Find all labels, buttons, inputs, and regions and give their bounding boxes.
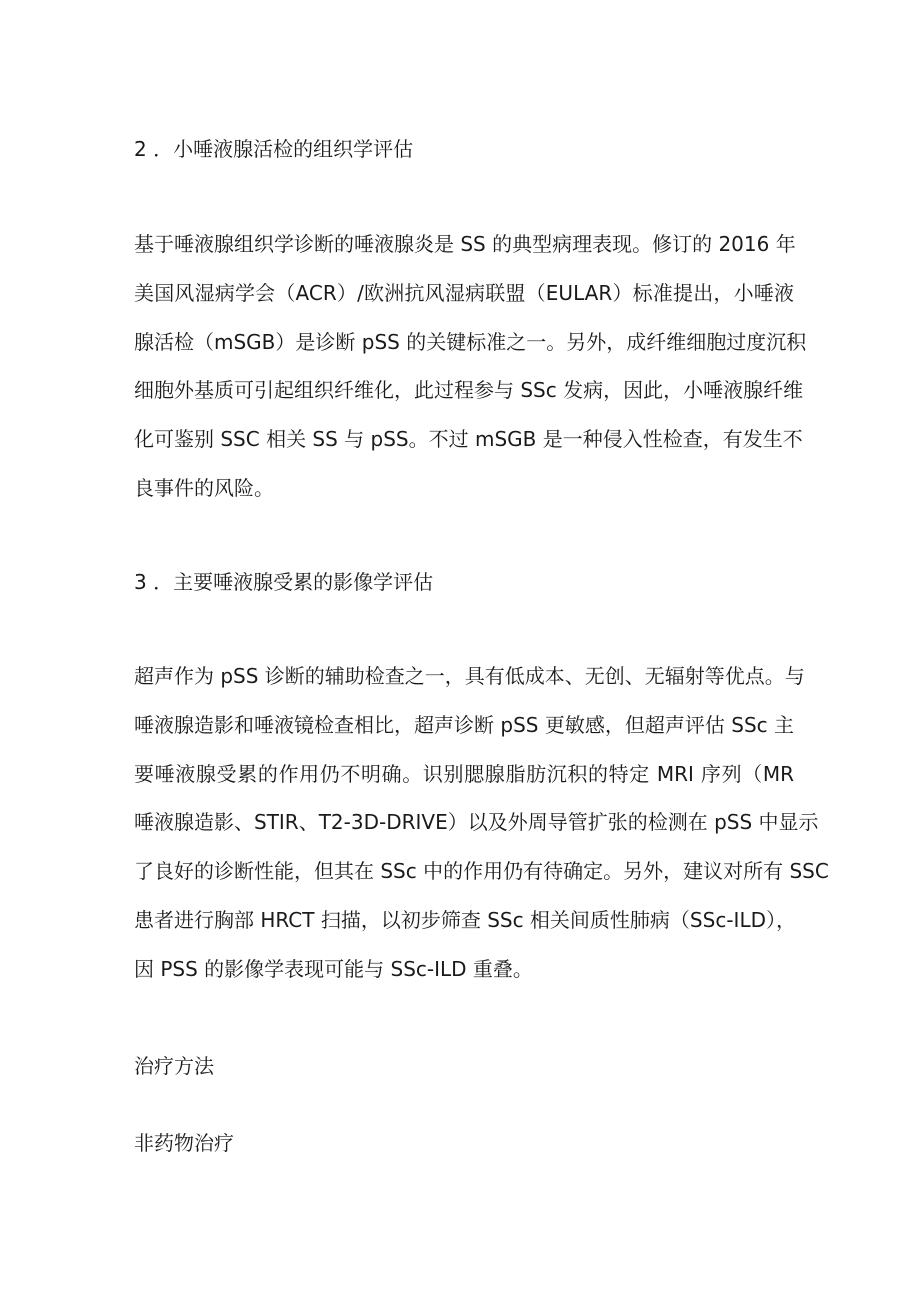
paragraph-line: 了良好的诊断性能，但其在 SSc 中的作用仍有待确定。另外，建议对所有 SSC	[134, 859, 829, 884]
paragraph-line: 超声作为 pSS 诊断的辅助检查之一，具有低成本、无创、无辐射等优点。与	[134, 664, 805, 688]
paragraph-line: 基于唾液腺组织学诊断的唾液腺炎是 SS 的典型病理表现。修订的 2016 年	[134, 232, 796, 256]
paragraph-line: 腺活检（mSGB）是诊断 pSS 的关键标准之一。另外，成纤维细胞过度沉积	[134, 329, 807, 354]
section-heading-treatment: 治疗方法	[134, 1054, 214, 1078]
subheading-non-drug-treatment: 非药物治疗	[134, 1131, 234, 1155]
paragraph-line: 良事件的风险。	[134, 475, 274, 500]
paragraph-line: 因 PSS 的影像学表现可能与 SSc-ILD 重叠。	[134, 956, 533, 981]
paragraph-line: 唾液腺造影、STIR、T2-3D-DRIVE）以及外周导管扩张的检测在 pSS 中显示	[134, 810, 819, 835]
paragraph-line: 细胞外基质可引起组织纤维化，此过程参与 SSc 发病，因此，小唾液腺纤维	[134, 378, 804, 403]
paragraph-line: 唾液腺造影和唾液镜检查相比，超声诊断 pSS 更敏感，但超声评估 SSc 主	[134, 712, 794, 737]
paragraph-line: 美国风湿病学会（ACR）/欧洲抗风湿病联盟（EULAR）标准提出，小唾液	[134, 280, 794, 305]
paragraph-salivary-biopsy	[134, 231, 807, 524]
section-heading-salivary-biopsy: 2 ．小唾液腺活检的组织学评估	[134, 137, 414, 161]
paragraph-line: 化可鉴别 SSC 相关 SS 与 pSS。不过 mSGB 是一种侵入性检查，有发生不	[134, 427, 803, 452]
paragraph-line: 要唾液腺受累的作用仍不明确。识别腮腺脂肪沉积的特定 MRI 序列（MR	[134, 761, 794, 786]
paragraph-imaging-assessment	[134, 663, 829, 1005]
paragraph-line: 患者进行胸部 HRCT 扫描，以初步筛查 SSc 相关间质性肺病（SSc-ILD），	[134, 907, 796, 932]
section-heading-imaging-assessment: 3 ．主要唾液腺受累的影像学评估	[134, 570, 434, 594]
